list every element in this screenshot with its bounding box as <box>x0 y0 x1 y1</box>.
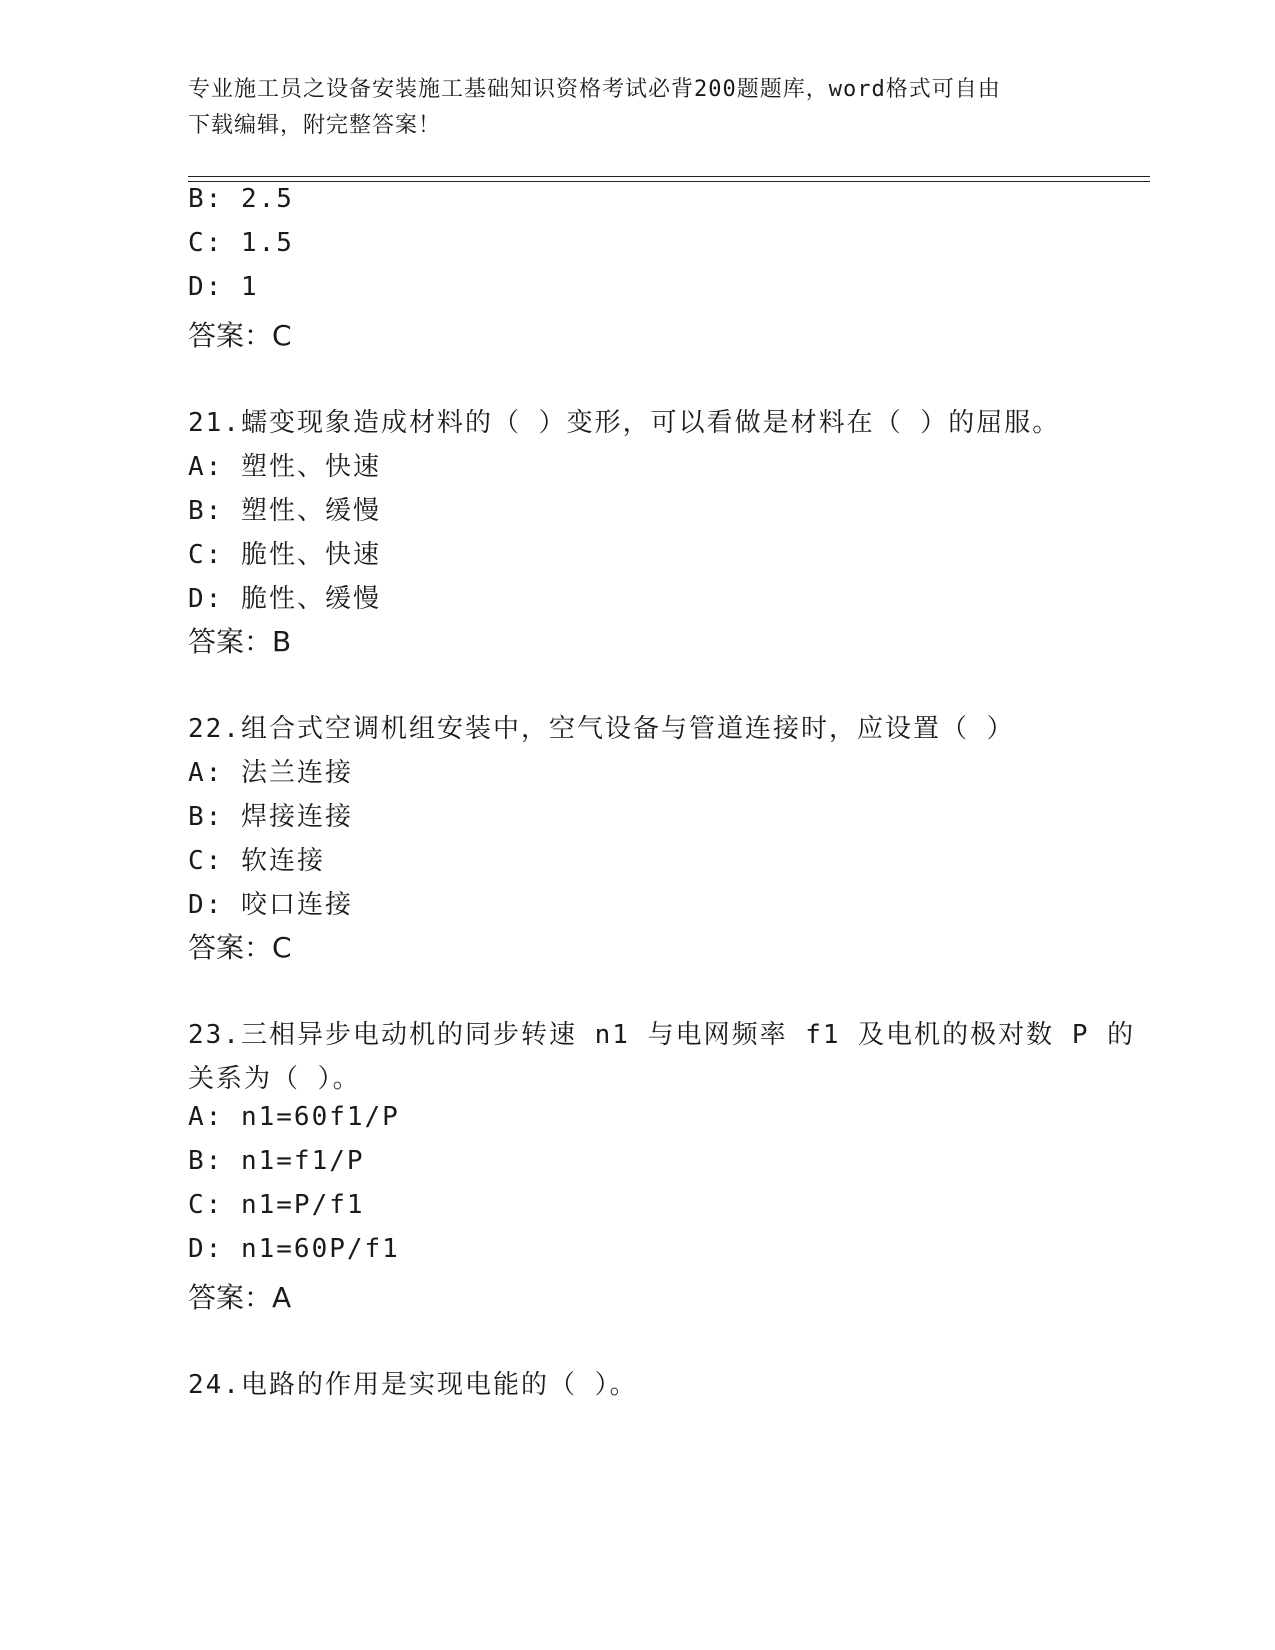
question-stem-line-1: 23.三相异步电动机的同步转速 n1 与电网频率 f1 及电机的极对数 P 的 <box>188 1020 1136 1050</box>
option-d: D: 1 <box>188 272 259 302</box>
option-a: A: n1=60f1/P <box>188 1102 400 1132</box>
option-c: C: 脆性、快速 <box>188 540 381 570</box>
option-d: D: n1=60P/f1 <box>188 1234 400 1264</box>
answer: 答案：C <box>188 931 292 964</box>
question-stem: 21.蠕变现象造成材料的（ ）变形，可以看做是材料在（ ）的屈服。 <box>188 408 1061 438</box>
header-divider-bottom <box>188 181 1150 182</box>
option-a: A: 法兰连接 <box>188 758 353 788</box>
header-divider-top <box>188 176 1150 177</box>
question-stem: 24.电路的作用是实现电能的（ ）。 <box>188 1370 638 1400</box>
option-c: C: 软连接 <box>188 846 325 876</box>
option-c: C: n1=P/f1 <box>188 1190 365 1220</box>
option-b: B: 塑性、缓慢 <box>188 496 381 526</box>
document-header <box>188 72 1088 144</box>
option-b: B: 2.5 <box>188 184 294 214</box>
option-d: D: 咬口连接 <box>188 890 353 920</box>
option-b: B: 焊接连接 <box>188 802 353 832</box>
option-d: D: 脆性、缓慢 <box>188 584 381 614</box>
answer: 答案：C <box>188 319 292 352</box>
header-title-line-1: 专业施工员之设备安装施工基础知识资格考试必背200题题库，word格式可自由 <box>188 77 1001 102</box>
option-b: B: n1=f1/P <box>188 1146 365 1176</box>
header-title-line-2: 下载编辑，附完整答案！ <box>188 113 442 138</box>
answer: 答案：B <box>188 625 292 658</box>
answer: 答案：A <box>188 1281 292 1314</box>
question-stem: 22.组合式空调机组安装中，空气设备与管道连接时，应设置（ ） <box>188 714 1015 744</box>
option-c: C: 1.5 <box>188 228 294 258</box>
question-stem-line-2: 关系为（ ）。 <box>188 1064 361 1094</box>
option-a: A: 塑性、快速 <box>188 452 381 482</box>
